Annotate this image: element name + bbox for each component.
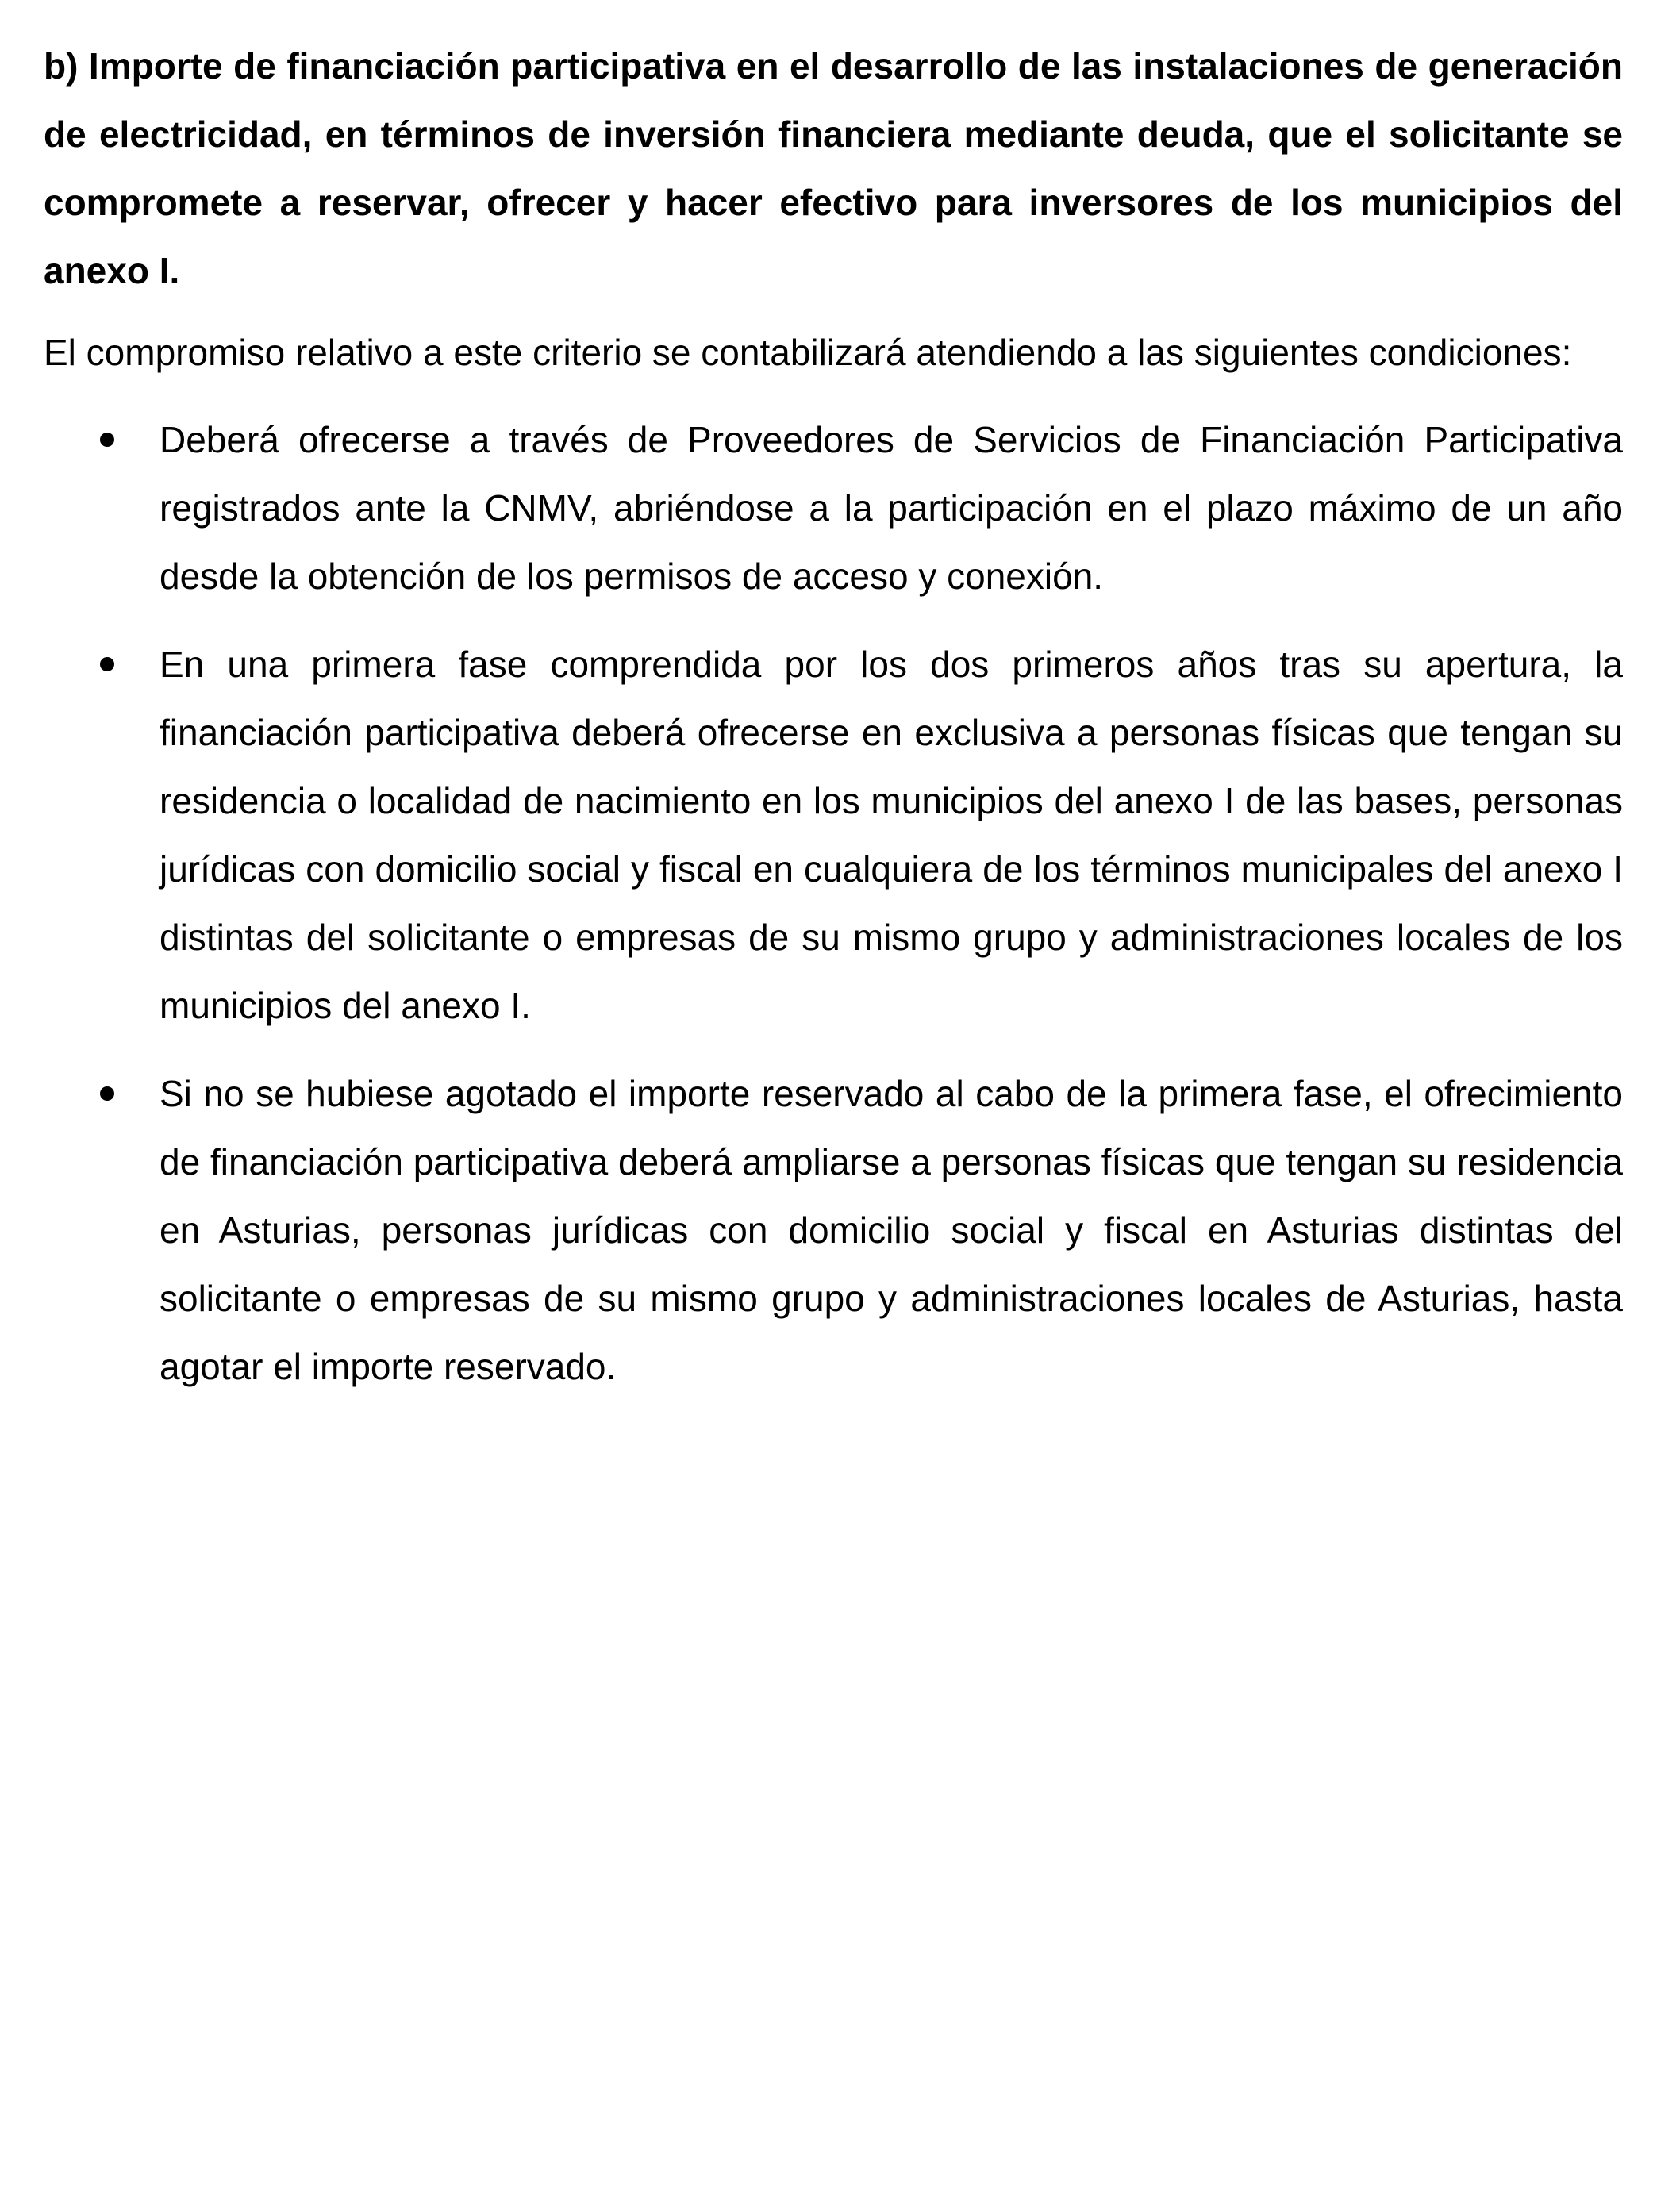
list-item-text: En una primera fase comprendida por los dos primeros años tras su apertura, la financiación participativa deberá ofrecerse en exclusiva a personas físicas que tengan su residencia o localidad de nacimiento en los municipios del anexo I de las bases, personas jurídicas con domicilio social y fiscal en cualquiera de los términos municipales del anexo I distintas del solicitante o empresas de su mismo grupo y administraciones locales de los municipios del anexo I.: [160, 644, 1623, 1026]
document-page: [44, 32, 1623, 1421]
list-item: [44, 1059, 1623, 1401]
section-heading: b) Importe de financiación participativa en el desarrollo de las instalaciones de generación de electricidad, en términos de inversión financiera mediante deuda, que el solicitante se compromete a reservar, ofrecer y hacer efectivo para inversores de los municipios del anexo I.: [44, 45, 1623, 291]
intro-paragraph: El compromiso relativo a este criterio se contabilizará atendiendo a las siguientes condiciones:: [44, 332, 1572, 373]
bullet-icon: [100, 1086, 114, 1101]
list-item: [44, 406, 1623, 610]
list-item-text: Si no se hubiese agotado el importe reservado al cabo de la primera fase, el ofrecimiento de financiación participativa deberá ampliarse a personas físicas que tengan su residencia en Asturias, personas jurídicas con domicilio social y fiscal en Asturias distintas del solicitante o empresas de su mismo grupo y administraciones locales de Asturias, hasta agotar el importe reservado.: [160, 1073, 1623, 1387]
bullet-icon: [100, 657, 114, 671]
conditions-list: [44, 406, 1623, 1401]
list-item-text: Deberá ofrecerse a través de Proveedores de Servicios de Financiación Participativa registrados ante la CNMV, abriéndose a la participación en el plazo máximo de un año desde la obtención de los permisos de acceso y conexión.: [160, 419, 1623, 597]
bullet-icon: [100, 433, 114, 447]
list-item: [44, 630, 1623, 1040]
